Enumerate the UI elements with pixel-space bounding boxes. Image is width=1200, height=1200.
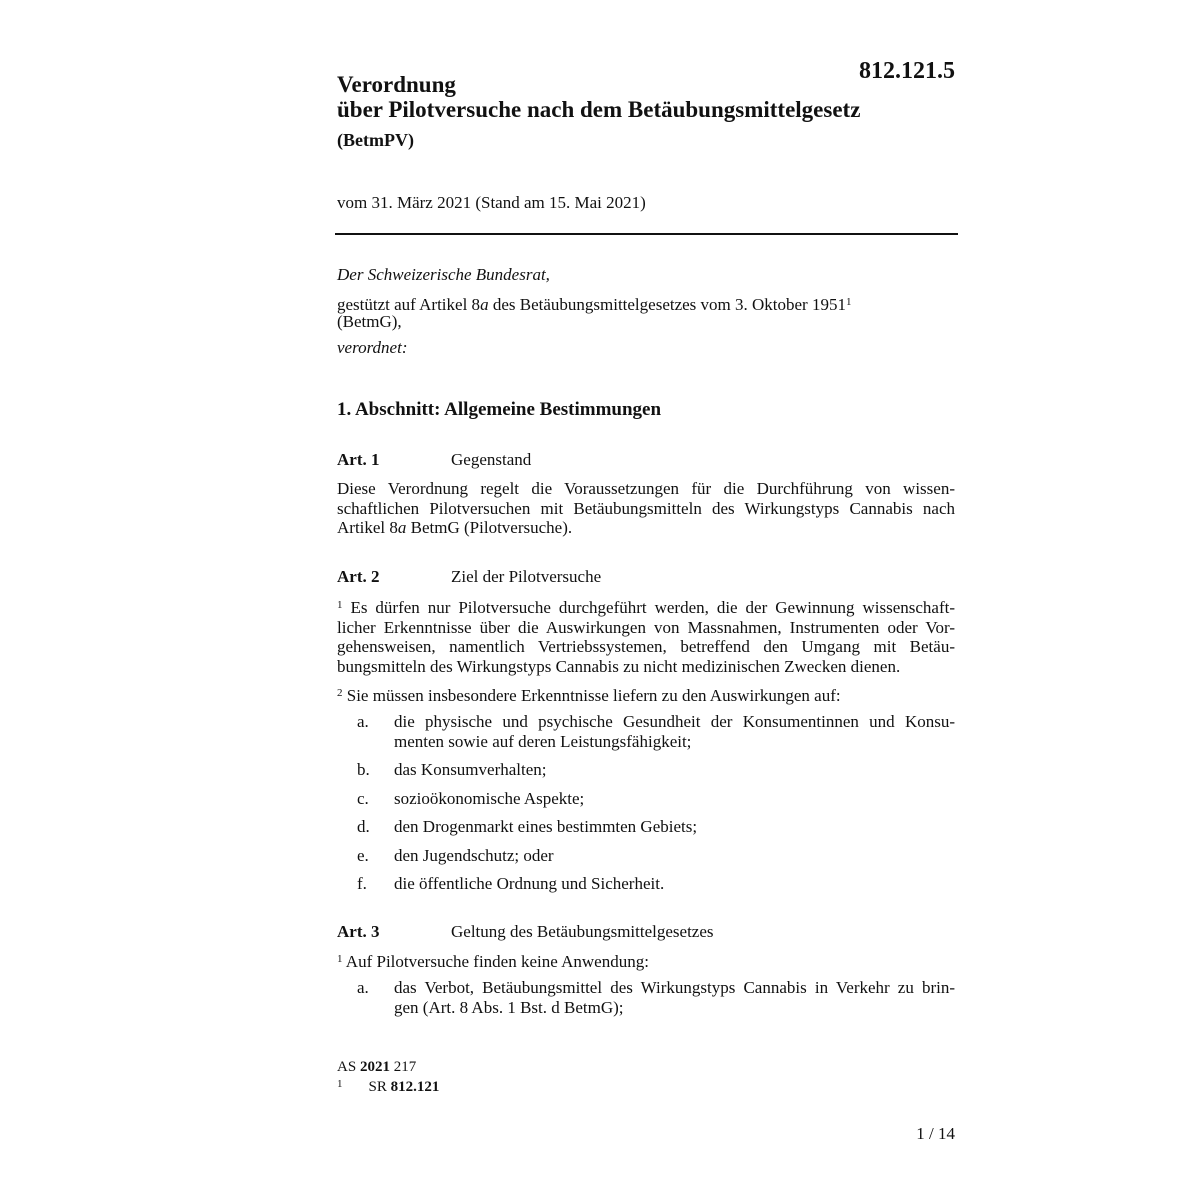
- preamble-authority: Der Schweizerische Bundesrat,: [337, 265, 550, 284]
- article-2-title: Ziel der Pilotversuche: [451, 567, 602, 586]
- list-item: a. das Verbot, Betäubungsmittel des Wirkungstyps Cannabis in Verkehr zu brin- gen (Art. 8 Abs. 1 Bst. d BetmG);: [357, 978, 955, 1017]
- article-3-number: Art. 3: [337, 922, 380, 941]
- title-line-2: über Pilotversuche nach dem Betäubungsmittelgesetz: [337, 97, 861, 122]
- article-2-paragraph-1: $^1$ Es dürfen nur Pilotversuche durchgeführt werden, die der Gewinnung wissenschaft- licher Erkenntnisse über die Auswirkungen von Massnahmen, Instrumenten oder Vor- gehensweisen, namentlich Vertriebssystemen, betreffend den Umgang mit Betäu- bungsmitteln des Wirkungstyps Cannabis zu nicht medizinischen Zwecken dienen.: [337, 598, 955, 676]
- official-compilation-ref: AS 2021 217: [337, 1059, 417, 1075]
- article-1-text: Diese Verordnung regelt die Voraussetzungen für die Durchführung von wissen- schaftlichen Pilotversuchen mit Betäubungsmitteln des Wirkungstyps Cannabis nach Artikel 8a BetmG (Pilotversuche).: [337, 479, 955, 537]
- article-1-title: Gegenstand: [451, 450, 532, 469]
- preamble-decree: verordnet:: [337, 338, 408, 357]
- article-2-paragraph-2: $^2$ Sie müssen insbesondere Erkenntnisse liefern zu den Auswirkungen auf:: [337, 686, 841, 705]
- article-2-number: Art. 2: [337, 567, 380, 586]
- list-item: a. die physische und psychische Gesundheit der Konsumentinnen und Konsu- menten sowie auf deren Leistungsfähigkeit;: [357, 712, 955, 751]
- title-abbreviation: (BetmPV): [337, 130, 414, 150]
- preamble-basis-line-2: (BetmG),: [337, 312, 402, 331]
- ordinance-date: vom 31. März 2021 (Stand am 15. Mai 2021): [337, 193, 646, 212]
- article-3-title: Geltung des Betäubungsmittelgesetzes: [451, 922, 714, 941]
- header-divider: [335, 233, 958, 235]
- article-3-paragraph-1: $^1$ Auf Pilotversuche finden keine Anwendung:: [337, 952, 649, 971]
- footnote-ref[interactable]: 1: [845, 296, 852, 308]
- article-1-number: Art. 1: [337, 450, 380, 469]
- section-heading: 1. Abschnitt: Allgemeine Bestimmungen: [337, 399, 662, 420]
- footnote-1: $^1$ SR 812.121: [337, 1078, 440, 1095]
- preamble-basis-line-1: gestützt auf Artikel 8a des Betäubungsmittelgesetzes vom 3. Oktober 1951$^1$: [337, 295, 852, 314]
- sr-number: 812.121.5: [859, 58, 955, 84]
- page-number: 1 / 14: [916, 1124, 955, 1143]
- title-line-1: Verordnung: [337, 72, 456, 97]
